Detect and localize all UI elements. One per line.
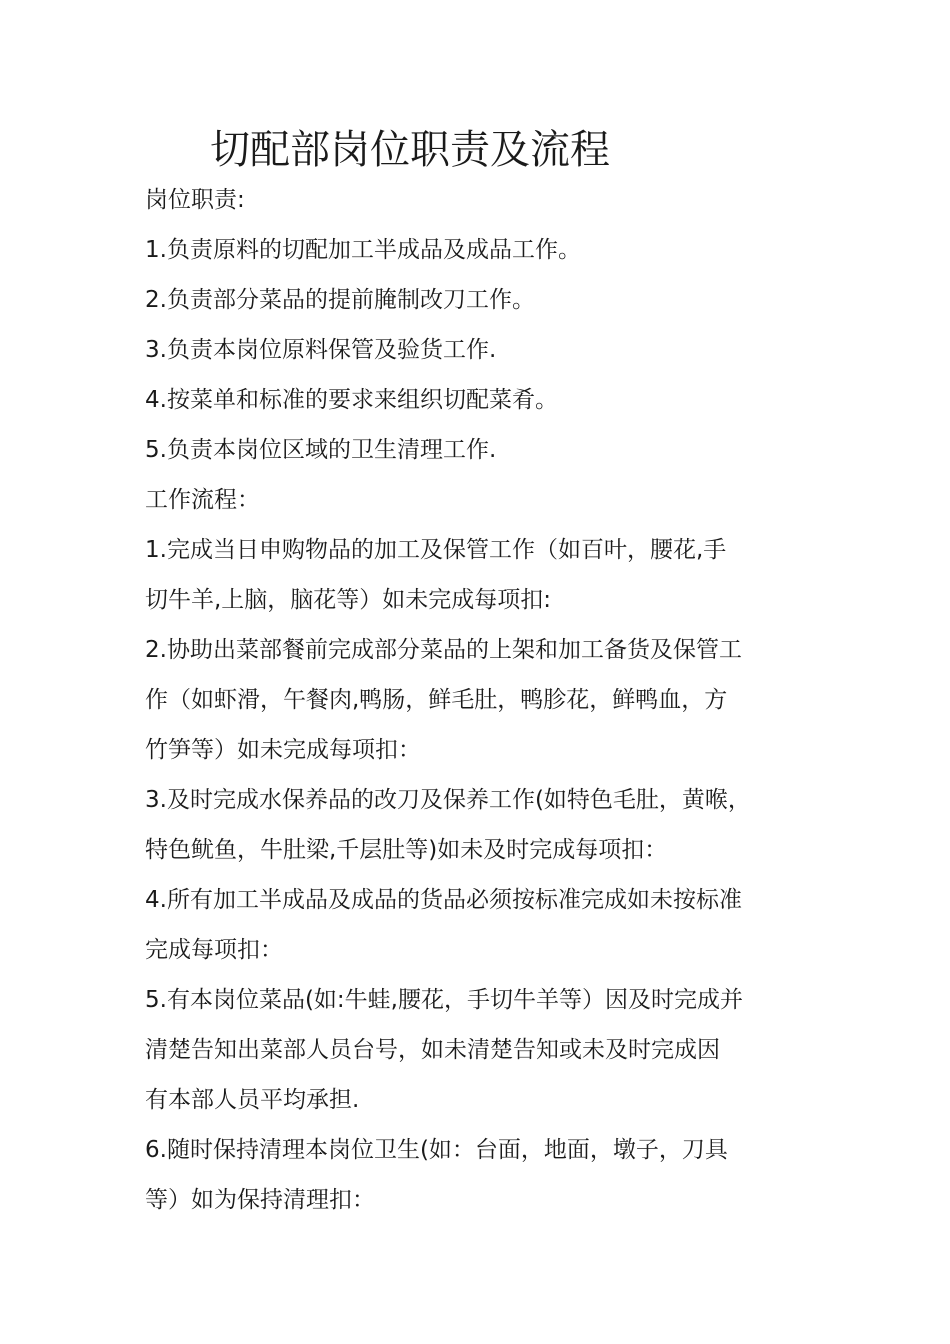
workflow-line: 1.完成当日申购物品的加工及保管工作（如百叶，腰花,手 — [145, 537, 727, 563]
workflow-line: 特色鱿鱼，牛肚梁,千层肚等)如未及时完成每项扣： — [145, 837, 668, 863]
workflow-line: 2.协助出菜部餐前完成部分菜品的上架和加工备货及保管工 — [145, 637, 742, 663]
workflow-line: 竹笋等）如未完成每项扣： — [145, 737, 421, 763]
workflow-line: 作（如虾滑，午餐肉,鸭肠，鲜毛肚，鸭胗花，鲜鸭血，方 — [145, 687, 728, 713]
workflow-line: 清楚告知出菜部人员台号，如未清楚告知或未及时完成因 — [145, 1037, 720, 1063]
duty-item: 1.负责原料的切配加工半成品及成品工作。 — [145, 237, 581, 263]
workflow-line: 等）如为保持清理扣： — [145, 1187, 375, 1213]
workflow-line: 6.随时保持清理本岗位卫生(如：台面，地面，墩子，刀具 — [145, 1137, 728, 1163]
duty-item: 4.按菜单和标准的要求来组织切配菜肴。 — [145, 387, 558, 413]
document-title: 切配部岗位职责及流程 — [210, 127, 610, 173]
section-heading-workflow: 工作流程： — [145, 487, 260, 513]
workflow-line: 切牛羊,上脑，脑花等）如未完成每项扣: — [145, 587, 552, 613]
duty-item: 2.负责部分菜品的提前腌制改刀工作。 — [145, 287, 535, 313]
document-body — [145, 175, 835, 1225]
section-heading-duties: 岗位职责: — [145, 187, 245, 213]
workflow-line: 3.及时完成水保养品的改刀及保养工作(如特色毛肚，黄喉， — [145, 787, 751, 813]
duty-item: 3.负责本岗位原料保管及验货工作. — [145, 337, 497, 363]
workflow-line: 有本部人员平均承担. — [145, 1087, 360, 1113]
workflow-line: 4.所有加工半成品及成品的货品必须按标准完成如未按标准 — [145, 887, 742, 913]
duty-item: 5.负责本岗位区域的卫生清理工作. — [145, 437, 497, 463]
workflow-line: 完成每项扣： — [145, 937, 283, 963]
workflow-line: 5.有本岗位菜品(如:牛蛙,腰花，手切牛羊等）因及时完成并 — [145, 987, 743, 1013]
